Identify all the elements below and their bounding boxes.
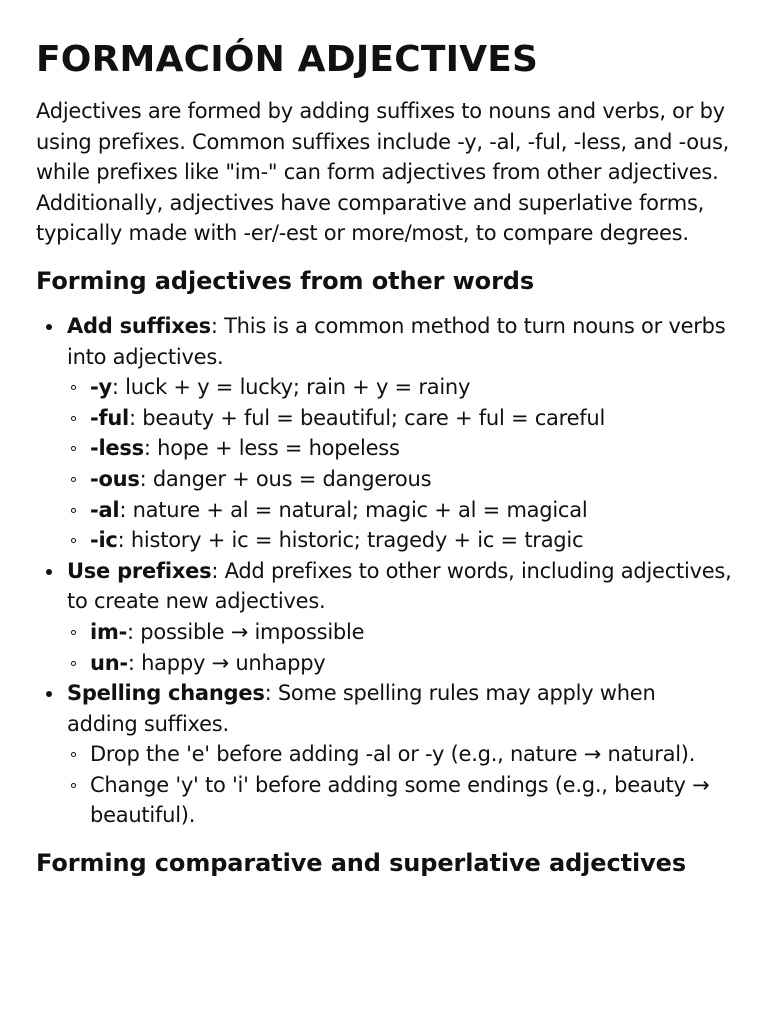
sublist-item-text: : hope + less = hopeless	[143, 436, 400, 461]
sublist-item-term: -ful	[90, 405, 130, 430]
sublist-item	[67, 464, 732, 495]
sublist-item	[67, 648, 732, 679]
sublist-item	[67, 770, 732, 831]
list-item	[36, 678, 732, 831]
sublist-item	[67, 403, 732, 434]
sublist	[67, 372, 732, 556]
sublist-item	[67, 433, 732, 464]
sublist-item	[67, 495, 732, 526]
section-heading-forming-adjectives: Forming adjectives from other words	[36, 266, 535, 295]
list-item-term: Add suffixes	[67, 313, 211, 338]
sublist-item	[67, 525, 732, 556]
sublist	[67, 739, 732, 831]
sublist-item-term: -less	[90, 436, 144, 461]
sublist	[67, 617, 732, 678]
sublist-item-text: : possible → impossible	[127, 619, 365, 644]
list-item	[36, 556, 732, 678]
page-title: FORMACIÓN ADJECTIVES	[36, 39, 539, 80]
list-item-text: : This is a common method to turn nouns or verbs into adjectives.	[67, 313, 726, 369]
sublist-item-text: : danger + ous = dangerous	[139, 466, 432, 491]
list-item	[36, 311, 732, 556]
sublist-item-term: un-	[90, 650, 128, 675]
list-item-text: : Some spelling rules may apply when adding suffixes.	[67, 681, 656, 736]
sublist-item-term: -y	[90, 375, 112, 400]
sublist-item-text: : luck + y = lucky; rain + y = rainy	[111, 375, 471, 400]
sublist-item-term: im-	[90, 619, 128, 644]
sublist-item	[67, 739, 732, 770]
sublist-item	[67, 372, 732, 403]
list-item-term: Use prefixes	[67, 558, 212, 583]
sublist-item-text: : history + ic = historic; tragedy + ic = tragic	[117, 528, 584, 553]
section-heading-comparative-superlative: Forming comparative and superlative adjectives	[36, 849, 686, 878]
suffix-prefix-list	[36, 311, 732, 831]
list-item-term: Spelling changes	[67, 681, 265, 706]
sublist-item-text: : nature + al = natural; magic + al = magical	[119, 497, 588, 522]
list-item-text: : Add prefixes to other words, including adjectives, to create new adjectives.	[67, 558, 732, 614]
sublist-item-text: : beauty + ful = beautiful; care + ful = careful	[129, 405, 606, 430]
sublist-item-term: -al	[90, 497, 120, 522]
intro-paragraph: Adjectives are formed by adding suffixes to nouns and verbs, or by using prefixes. Common suffixes include -y, -al, -ful, -less, and -ous, while prefixes like "im-" can form adjectives from other adjectives. Additionally, adjectives have comparative and superlative forms, typically made with -er/-est or more/most, to compare degrees.	[36, 99, 730, 246]
sublist-item-term: -ic	[90, 528, 118, 553]
sublist-item-text: : happy → unhappy	[127, 650, 326, 675]
sublist-item-text: Drop the 'e' before adding -al or -y (e.g., nature → natural).	[90, 742, 696, 767]
sublist-item-text: Change 'y' to 'i' before adding some endings (e.g., beauty → beautiful).	[90, 772, 710, 828]
sublist-item-term: -ous	[90, 466, 140, 491]
sublist-item	[67, 617, 732, 648]
